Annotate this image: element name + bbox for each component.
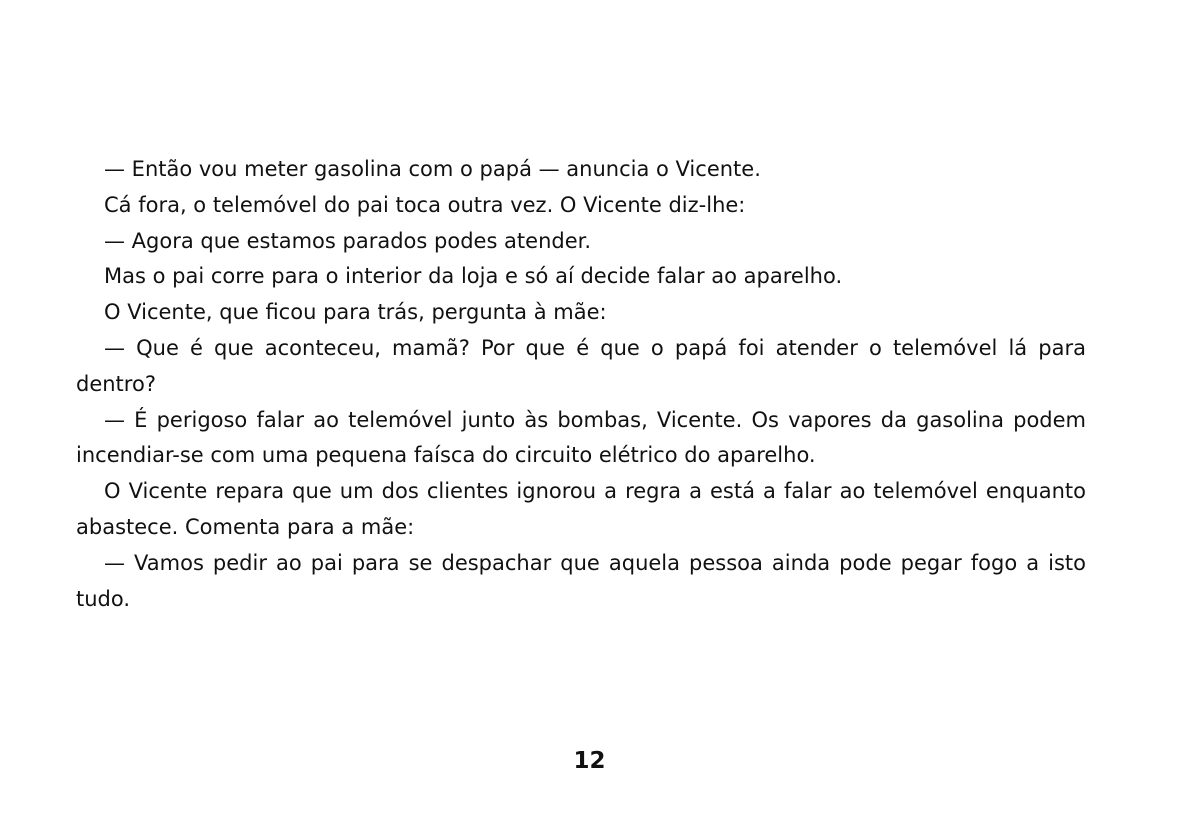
- paragraph: Mas o pai corre para o interior da loja e só aí decide falar ao aparelho.: [104, 264, 843, 289]
- page-number: 12: [573, 748, 606, 774]
- paragraph: — Vamos pedir ao pai para se despachar que aquela pessoa ainda pode pegar fogo a isto tudo.: [76, 550, 1086, 611]
- paragraph: — Que é que aconteceu, mamã? Por que é que o papá foi atender o telemóvel lá para dentro?: [76, 335, 1086, 396]
- paragraph: Cá fora, o telemóvel do pai toca outra vez. O Vicente diz-lhe:: [104, 192, 746, 217]
- paragraph: — Então vou meter gasolina com o papá — anuncia o Vicente.: [104, 157, 761, 181]
- paragraph: O Vicente, que ficou para trás, pergunta à mãe:: [104, 300, 607, 325]
- paragraph: — É perigoso falar ao telemóvel junto às bombas, Vicente. Os vapores da gasolina podem incendiar-se com uma pequena faísca do circuito elétrico do aparelho.: [76, 407, 1086, 468]
- paragraph: O Vicente repara que um dos clientes ignorou a regra a está a falar ao telemóvel enquanto abastece. Comenta para a mãe:: [76, 479, 1086, 539]
- story-text: [76, 152, 1086, 617]
- paragraph: — Agora que estamos parados podes atender.: [104, 228, 592, 253]
